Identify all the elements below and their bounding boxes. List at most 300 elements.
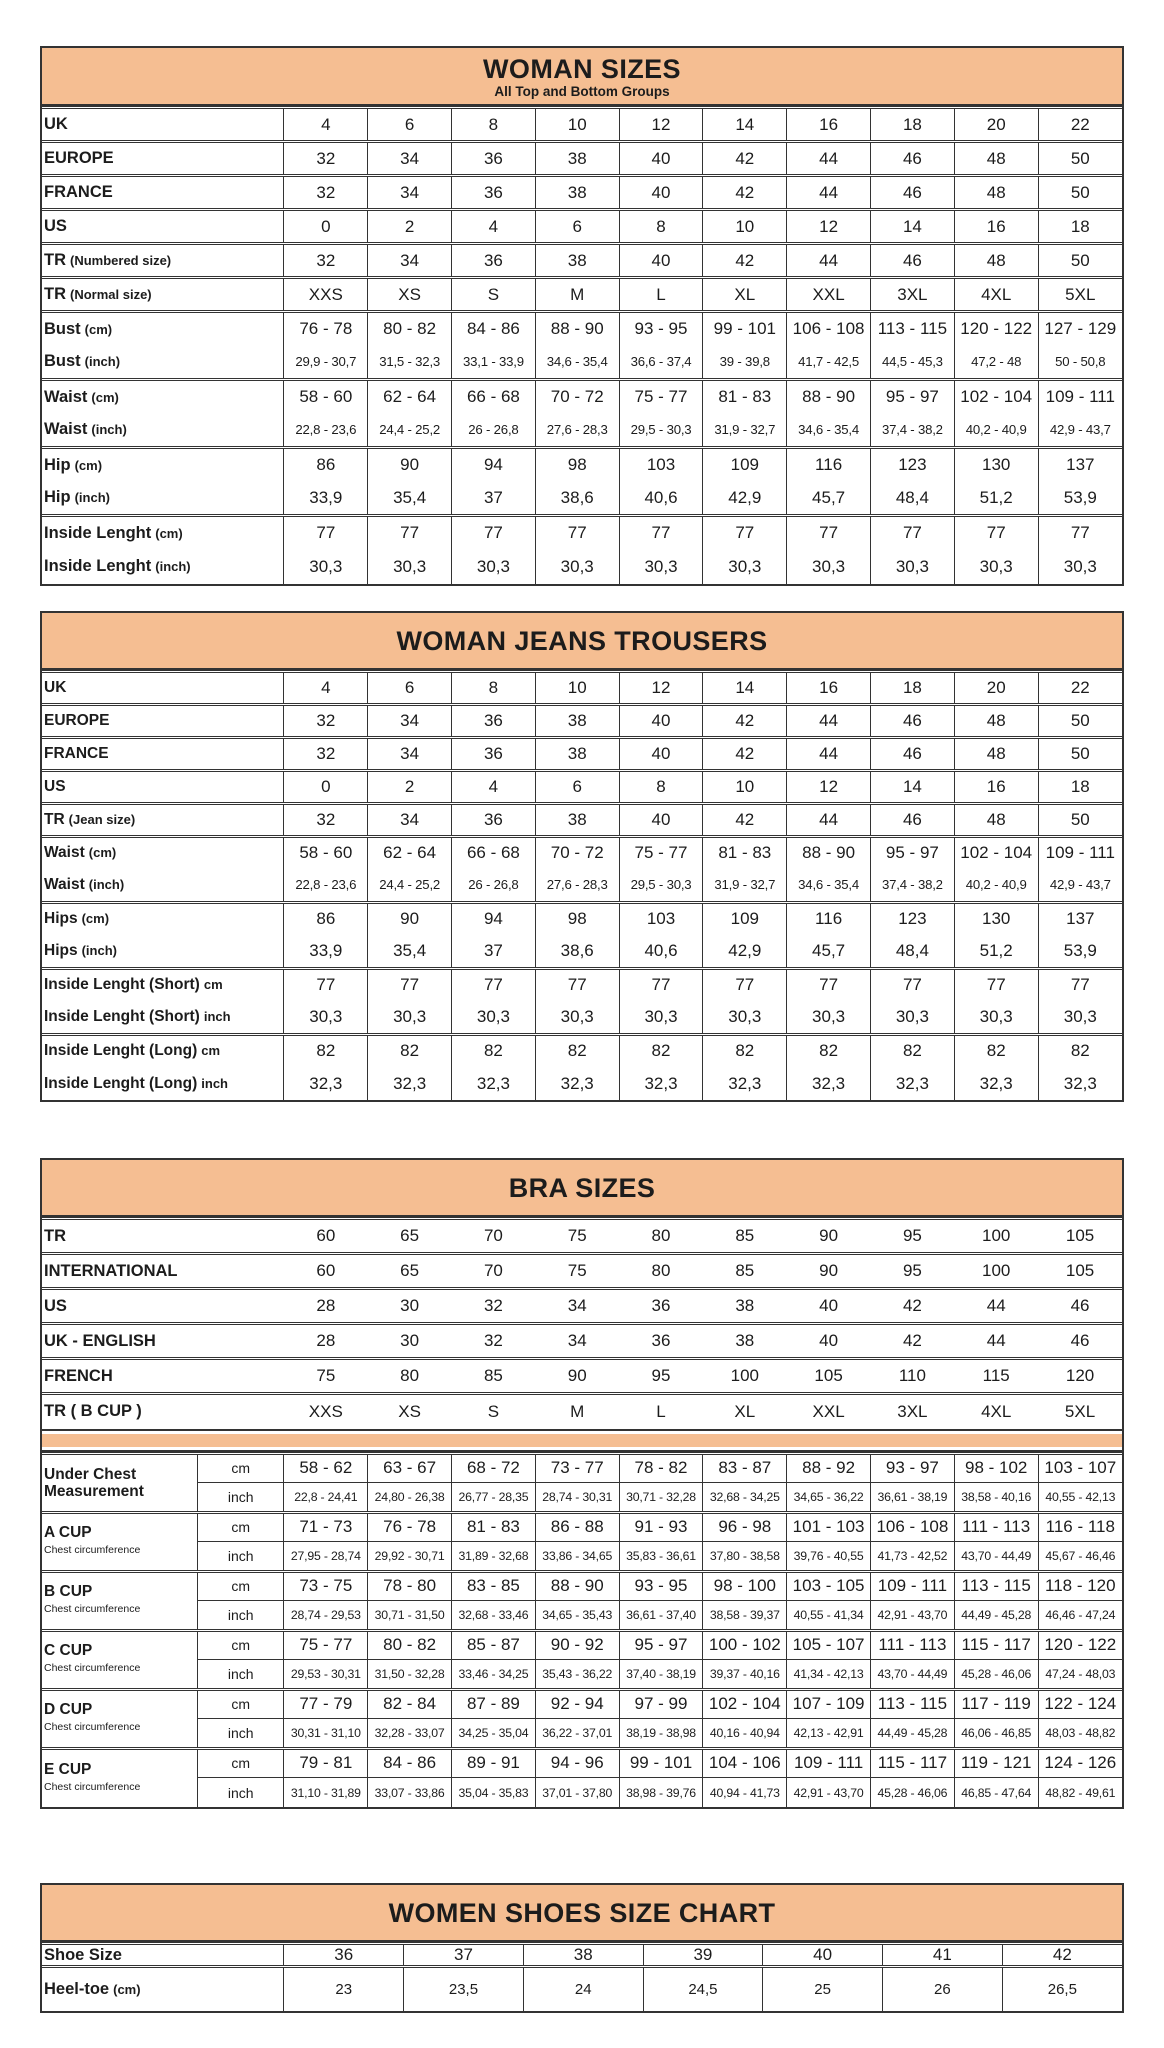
size-cell: 16 xyxy=(954,210,1038,244)
size-cell: 75 xyxy=(567,1261,587,1280)
row-label-caption: Chest circumference xyxy=(44,1780,141,1793)
size-cell: 130 xyxy=(954,448,1038,482)
size-cell: 44 xyxy=(787,176,871,210)
size-cell: 32 xyxy=(284,142,368,176)
size-cell: 95 xyxy=(902,1226,922,1245)
size-cell: 30,3 xyxy=(787,550,871,584)
row-label-text: Inside Lenght (Long) xyxy=(44,1042,198,1060)
row-label-text: INTERNATIONAL xyxy=(44,1261,178,1280)
size-cell: 85 xyxy=(735,1226,755,1245)
size-cell: 68 - 72 xyxy=(452,1453,536,1483)
unit-label: inch xyxy=(198,1483,284,1513)
unit-label: inch xyxy=(198,1778,284,1808)
row-label xyxy=(42,704,284,737)
size-cell: 34 xyxy=(368,803,452,836)
size-cell: 83 - 87 xyxy=(703,1453,787,1483)
size-cell: 26 - 26,8 xyxy=(452,869,536,902)
row-label-text: Heel-toe xyxy=(44,1979,110,1998)
size-cell: 46 xyxy=(871,704,955,737)
size-cell: 30,71 - 32,28 xyxy=(619,1483,703,1513)
size-cell: 26 xyxy=(883,1967,1003,2011)
size-cell: 16 xyxy=(954,770,1038,803)
row-label xyxy=(42,968,284,1001)
size-cell: 12 xyxy=(619,108,703,142)
size-cell: 30,3 xyxy=(703,1001,787,1034)
size-cell: 51,2 xyxy=(954,935,1038,968)
size-cell: 77 xyxy=(1038,968,1122,1001)
size-cell: 36 xyxy=(452,244,536,278)
size-cell: 65 xyxy=(400,1261,420,1280)
size-cell: 45,7 xyxy=(787,482,871,516)
row-label xyxy=(42,803,284,836)
size-cell: 86 xyxy=(284,448,368,482)
size-cell: 77 xyxy=(368,516,452,550)
size-cell: M xyxy=(570,1401,585,1421)
row-label-unit: (inch) xyxy=(88,876,125,892)
row-label xyxy=(42,108,284,142)
size-cell: 116 xyxy=(787,448,871,482)
size-cell: 46 xyxy=(1070,1296,1090,1315)
row-label xyxy=(42,1453,198,1512)
size-cell: 32,3 xyxy=(452,1067,536,1100)
size-cell: 95 - 97 xyxy=(619,1630,703,1660)
row-label-text: Bust xyxy=(44,352,81,371)
size-cell: 34 xyxy=(368,737,452,770)
row-label-text: US xyxy=(44,1296,67,1315)
size-cell: 123 xyxy=(871,448,955,482)
size-cell: 32 xyxy=(284,704,368,737)
size-cell: 77 xyxy=(368,968,452,1001)
size-cell: 77 xyxy=(452,968,536,1001)
size-cell: 46 xyxy=(871,803,955,836)
size-cell: 58 - 60 xyxy=(284,380,368,414)
size-cell: 106 - 108 xyxy=(871,1512,955,1542)
size-cell: 24,4 - 25,2 xyxy=(368,869,452,902)
row-label-text: US xyxy=(44,777,66,795)
size-cell: 50 xyxy=(1038,803,1122,836)
size-cell: 93 - 95 xyxy=(619,312,703,346)
size-cell: 20 xyxy=(954,108,1038,142)
size-cell: 105 xyxy=(1065,1261,1095,1280)
size-cell: 113 - 115 xyxy=(954,1571,1038,1601)
row-label-unit: (inch) xyxy=(81,942,117,958)
size-cell: 107 - 109 xyxy=(787,1689,871,1719)
size-cell: 103 - 107 xyxy=(1038,1453,1122,1483)
row-label-text: EUROPE xyxy=(44,149,114,167)
size-cell: 47,2 - 48 xyxy=(954,346,1038,380)
size-cell: 60 xyxy=(316,1226,336,1245)
size-cell: S xyxy=(487,1401,500,1421)
size-cell: 99 - 101 xyxy=(703,312,787,346)
size-cell: 115 - 117 xyxy=(871,1748,955,1778)
size-cell: 20 xyxy=(954,671,1038,704)
size-cell: 36 xyxy=(452,737,536,770)
row-label-text: Hip xyxy=(44,488,71,507)
row-label xyxy=(42,448,284,482)
size-cell: 48,03 - 48,82 xyxy=(1038,1719,1122,1749)
size-cell: 38 xyxy=(523,1944,643,1967)
size-cell: 77 xyxy=(871,968,955,1001)
size-cell: 28 xyxy=(316,1296,336,1315)
row-label-text: Waist xyxy=(44,387,88,406)
bra-sizes-grid xyxy=(42,1452,1122,1808)
size-cell: 40 xyxy=(619,176,703,210)
size-cell: 50 xyxy=(1038,176,1122,210)
size-cell: 40 xyxy=(619,704,703,737)
size-cell: 50 - 50,8 xyxy=(1038,346,1122,380)
size-cell: 32,3 xyxy=(284,1067,368,1100)
size-cell: 18 xyxy=(1038,210,1122,244)
row-label-unit: (cm) xyxy=(84,321,113,337)
size-cell: 109 - 111 xyxy=(871,1571,955,1601)
size-cell: 30 xyxy=(400,1296,420,1315)
size-cell: 77 - 79 xyxy=(284,1689,368,1719)
size-cell: S xyxy=(452,278,536,312)
size-cell: 12 xyxy=(787,770,871,803)
row-label-text: FRENCH xyxy=(44,1366,113,1385)
size-cell: 40,55 - 41,34 xyxy=(787,1601,871,1631)
size-cell: 101 - 103 xyxy=(787,1512,871,1542)
size-cell: 6 xyxy=(535,210,619,244)
size-cell: 22 xyxy=(1038,108,1122,142)
woman-sizes-body xyxy=(42,106,1122,584)
unit-label: cm xyxy=(198,1689,284,1719)
women-shoes-size-chart-table xyxy=(40,1883,1124,2013)
size-cell: 32,3 xyxy=(703,1067,787,1100)
size-cell: 36,61 - 37,40 xyxy=(619,1601,703,1631)
size-cell: 24,5 xyxy=(643,1967,763,2011)
size-cell: 46 xyxy=(871,737,955,770)
row-label-text: Inside Lenght (Short) xyxy=(44,1007,200,1025)
size-cell: L xyxy=(656,1401,666,1421)
size-cell: 124 - 126 xyxy=(1038,1748,1122,1778)
size-cell: 35,83 - 36,61 xyxy=(619,1542,703,1572)
size-cell: 33,9 xyxy=(284,482,368,516)
size-cell: 98 - 100 xyxy=(703,1571,787,1601)
row-label xyxy=(42,176,284,210)
row-label xyxy=(42,1324,284,1359)
woman-sizes-grid xyxy=(42,106,1122,584)
size-cell: 51,2 xyxy=(954,482,1038,516)
size-cell: 3XL xyxy=(897,1401,928,1421)
size-cell: 30,3 xyxy=(619,1001,703,1034)
size-cell: 42,9 xyxy=(703,935,787,968)
size-cell: 44,5 - 45,3 xyxy=(871,346,955,380)
size-cell: 48 xyxy=(954,803,1038,836)
row-label-text: C CUP xyxy=(44,1642,93,1659)
size-cell: 46,85 - 47,64 xyxy=(954,1778,1038,1808)
size-cell: 31,9 - 32,7 xyxy=(703,869,787,902)
size-cell: 109 - 111 xyxy=(787,1748,871,1778)
size-cell: 29,5 - 30,3 xyxy=(619,414,703,448)
size-cell: 88 - 90 xyxy=(535,312,619,346)
row-label-unit: (cm) xyxy=(74,457,103,473)
size-cell: 96 - 98 xyxy=(703,1512,787,1542)
size-cell: 78 - 82 xyxy=(619,1453,703,1483)
size-cell: 98 xyxy=(535,448,619,482)
size-cell: 38,98 - 39,76 xyxy=(619,1778,703,1808)
size-cell: 40 xyxy=(819,1296,839,1315)
size-cell: 90 xyxy=(819,1261,839,1280)
row-label xyxy=(42,1967,284,2011)
size-cell: 50 xyxy=(1038,704,1122,737)
size-cell: 116 xyxy=(787,902,871,935)
size-cell: 105 - 107 xyxy=(787,1630,871,1660)
size-cell: 8 xyxy=(619,770,703,803)
size-cell: 31,5 - 32,3 xyxy=(368,346,452,380)
size-cell: 38 xyxy=(735,1296,755,1315)
size-cell: 30,3 xyxy=(954,1001,1038,1034)
size-cell: 36 xyxy=(452,704,536,737)
size-cell: 8 xyxy=(452,671,536,704)
size-cell: 29,92 - 30,71 xyxy=(368,1542,452,1572)
size-cell: 40,55 - 42,13 xyxy=(1038,1483,1122,1513)
unit-label: cm xyxy=(198,1748,284,1778)
size-cell: 29,9 - 30,7 xyxy=(284,346,368,380)
row-label xyxy=(42,516,284,550)
size-cell: 60 xyxy=(316,1261,336,1280)
row-label xyxy=(42,1512,198,1571)
size-cell: 12 xyxy=(619,671,703,704)
size-cell: 82 xyxy=(535,1034,619,1067)
row-label xyxy=(42,312,284,346)
size-cell: 22,8 - 24,41 xyxy=(284,1483,368,1513)
size-cell: 30,3 xyxy=(619,550,703,584)
size-cell: 85 xyxy=(483,1366,503,1385)
size-cell: 30,3 xyxy=(1038,550,1122,584)
size-cell: 111 - 113 xyxy=(871,1630,955,1660)
size-cell: 30 xyxy=(400,1331,420,1350)
size-cell: 4 xyxy=(452,210,536,244)
size-cell: 40 xyxy=(619,142,703,176)
unit-label: inch xyxy=(198,1719,284,1749)
row-label xyxy=(42,1034,284,1067)
size-cell: 65 xyxy=(400,1226,420,1245)
size-cell: 94 xyxy=(452,902,536,935)
size-cell: 2 xyxy=(368,770,452,803)
size-cell: 42,9 - 43,7 xyxy=(1038,414,1122,448)
row-label-text: E CUP xyxy=(44,1760,92,1778)
size-cell: 81 - 83 xyxy=(452,1512,536,1542)
size-cell: 48,82 - 49,61 xyxy=(1038,1778,1122,1808)
size-cell: 42,13 - 42,91 xyxy=(787,1719,871,1749)
row-label-unit: (Normal size) xyxy=(70,287,152,302)
size-cell: 34 xyxy=(368,704,452,737)
row-label-unit: inch xyxy=(203,1008,231,1024)
size-cell: 31,9 - 32,7 xyxy=(703,414,787,448)
row-label-text: Waist xyxy=(44,420,88,439)
size-cell: 42,9 xyxy=(703,482,787,516)
size-cell: 77 xyxy=(284,968,368,1001)
size-cell: 46 xyxy=(871,142,955,176)
size-cell: 22,8 - 23,6 xyxy=(284,869,368,902)
size-cell: 34 xyxy=(368,244,452,278)
size-cell: 8 xyxy=(452,108,536,142)
size-cell: 44 xyxy=(986,1331,1006,1350)
size-cell: 36,6 - 37,4 xyxy=(619,346,703,380)
size-cell: XXL xyxy=(812,1401,845,1421)
row-label-unit: (Jean size) xyxy=(68,811,136,827)
size-cell: 10 xyxy=(703,210,787,244)
size-cell: 10 xyxy=(703,770,787,803)
size-cell: 30,3 xyxy=(871,1001,955,1034)
size-cell: 39,76 - 40,55 xyxy=(787,1542,871,1572)
size-cell: 32,68 - 34,25 xyxy=(703,1483,787,1513)
size-cell: 28,74 - 30,31 xyxy=(535,1483,619,1513)
size-cell: 106 - 108 xyxy=(787,312,871,346)
size-cell: 92 - 94 xyxy=(535,1689,619,1719)
size-cell: 6 xyxy=(368,108,452,142)
size-cell: 38 xyxy=(535,142,619,176)
size-cell: 32 xyxy=(284,803,368,836)
size-cell: 41 xyxy=(883,1944,1003,1967)
row-label-text: UK xyxy=(44,115,68,133)
size-cell: 58 - 60 xyxy=(284,836,368,869)
row-label xyxy=(42,1001,284,1034)
size-cell: 38,19 - 38,98 xyxy=(619,1719,703,1749)
size-cell: 14 xyxy=(703,671,787,704)
size-cell: 44 xyxy=(787,704,871,737)
size-cell: 37,40 - 38,19 xyxy=(619,1660,703,1690)
size-cell: 48 xyxy=(954,244,1038,278)
size-cell: 73 - 75 xyxy=(284,1571,368,1601)
size-cell: 77 xyxy=(284,516,368,550)
size-cell: 48 xyxy=(954,704,1038,737)
size-cell: 94 xyxy=(452,448,536,482)
row-label-text: UK - ENGLISH xyxy=(44,1331,156,1350)
size-cell: 28 xyxy=(316,1331,336,1350)
size-cell: 37 xyxy=(404,1944,524,1967)
size-cell: 109 - 111 xyxy=(1038,380,1122,414)
size-cell: 95 - 97 xyxy=(871,380,955,414)
size-cell: 38 xyxy=(735,1331,755,1350)
row-label-text: FRANCE xyxy=(44,183,113,201)
bra-sizes-grid xyxy=(42,1217,1122,1429)
row-label xyxy=(42,550,284,584)
size-cell: 14 xyxy=(871,770,955,803)
size-cell: 31,50 - 32,28 xyxy=(368,1660,452,1690)
size-cell: 82 xyxy=(787,1034,871,1067)
row-label-unit: (inch) xyxy=(74,490,110,506)
row-label-text: Under Chest Measurement xyxy=(44,1465,144,1500)
size-cell: 42 xyxy=(703,142,787,176)
row-label-unit: cm xyxy=(203,977,223,993)
size-cell: 34 xyxy=(567,1296,587,1315)
size-cell: 113 - 115 xyxy=(871,312,955,346)
size-cell: 100 xyxy=(730,1366,759,1385)
size-cell: 48 xyxy=(954,142,1038,176)
size-cell: 120 - 122 xyxy=(954,312,1038,346)
size-cell: 82 xyxy=(284,1034,368,1067)
row-label-unit: (inch) xyxy=(84,354,121,370)
size-cell: 41,7 - 42,5 xyxy=(787,346,871,380)
size-cell: 32,3 xyxy=(1038,1067,1122,1100)
size-cell: 76 - 78 xyxy=(368,1512,452,1542)
row-label-caption: Chest circumference xyxy=(44,1603,141,1615)
row-label xyxy=(42,1944,284,1967)
size-cell: 93 - 95 xyxy=(619,1571,703,1601)
row-label-caption: Chest circumference xyxy=(44,1721,141,1733)
size-cell: 103 xyxy=(619,448,703,482)
size-cell: 40 xyxy=(619,737,703,770)
size-cell: 40 xyxy=(819,1331,839,1350)
row-label-caption: Chest circumference xyxy=(44,1544,141,1556)
size-cell: 46,46 - 47,24 xyxy=(1038,1601,1122,1631)
orange-divider-strip xyxy=(42,1429,1122,1452)
size-cell: 58 - 62 xyxy=(284,1453,368,1483)
size-cell: 33,9 xyxy=(284,935,368,968)
size-cell: 48 xyxy=(954,176,1038,210)
size-cell: 66 - 68 xyxy=(452,380,536,414)
size-cell: 32 xyxy=(483,1331,503,1350)
size-cell: 70 xyxy=(483,1226,503,1245)
size-cell: 85 xyxy=(735,1261,755,1280)
row-label xyxy=(42,1254,284,1289)
table-title: WOMEN SHOES SIZE CHART xyxy=(388,1898,776,1928)
row-label-text: Inside Lenght xyxy=(44,523,152,542)
size-cell: 94 - 96 xyxy=(535,1748,619,1778)
size-cell: 50 xyxy=(1038,142,1122,176)
size-cell: 81 - 83 xyxy=(703,380,787,414)
size-cell: 82 xyxy=(368,1034,452,1067)
row-label xyxy=(42,482,284,516)
row-label-text: Hips xyxy=(44,941,78,959)
size-cell: 111 - 113 xyxy=(954,1512,1038,1542)
size-cell: 38 xyxy=(535,244,619,278)
size-cell: 123 xyxy=(871,902,955,935)
size-cell: 36 xyxy=(651,1331,671,1350)
size-cell: 37 xyxy=(452,935,536,968)
row-label xyxy=(42,414,284,448)
size-cell: 80 xyxy=(651,1261,671,1280)
row-label xyxy=(42,210,284,244)
size-cell: 34 xyxy=(368,176,452,210)
row-label-text: Hip xyxy=(44,455,71,474)
size-cell: 88 - 92 xyxy=(787,1453,871,1483)
woman-jeans-trousers-header xyxy=(42,613,1122,670)
size-cell: 32,3 xyxy=(787,1067,871,1100)
size-cell: 4XL xyxy=(954,278,1038,312)
size-cell: 14 xyxy=(871,210,955,244)
size-cell: XXS xyxy=(308,1401,343,1421)
size-cell: 42,9 - 43,7 xyxy=(1038,869,1122,902)
size-cell: 80 xyxy=(651,1226,671,1245)
size-cell: 28,74 - 29,53 xyxy=(284,1601,368,1631)
size-cell: 91 - 93 xyxy=(619,1512,703,1542)
row-label-text: TR xyxy=(44,285,66,303)
size-cell: 70 - 72 xyxy=(535,380,619,414)
size-cell: 82 - 84 xyxy=(368,1689,452,1719)
size-cell: 75 - 77 xyxy=(284,1630,368,1660)
size-cell: 38 xyxy=(535,803,619,836)
row-label-text: TR xyxy=(44,251,66,269)
size-cell: 32 xyxy=(284,176,368,210)
size-cell: XS xyxy=(398,1401,421,1421)
size-cell: 109 xyxy=(703,902,787,935)
size-cell: 80 - 82 xyxy=(368,1630,452,1660)
unit-label: cm xyxy=(198,1512,284,1542)
size-cell: 36 xyxy=(284,1944,404,1967)
size-cell: 6 xyxy=(368,671,452,704)
size-cell: 93 - 97 xyxy=(871,1453,955,1483)
size-cell: 90 xyxy=(368,902,452,935)
unit-label: cm xyxy=(198,1571,284,1601)
size-cell: 2 xyxy=(368,210,452,244)
size-cell: 70 xyxy=(483,1261,503,1280)
size-cell: 77 xyxy=(787,516,871,550)
size-cell: 75 xyxy=(567,1226,587,1245)
size-cell: 99 - 101 xyxy=(619,1748,703,1778)
